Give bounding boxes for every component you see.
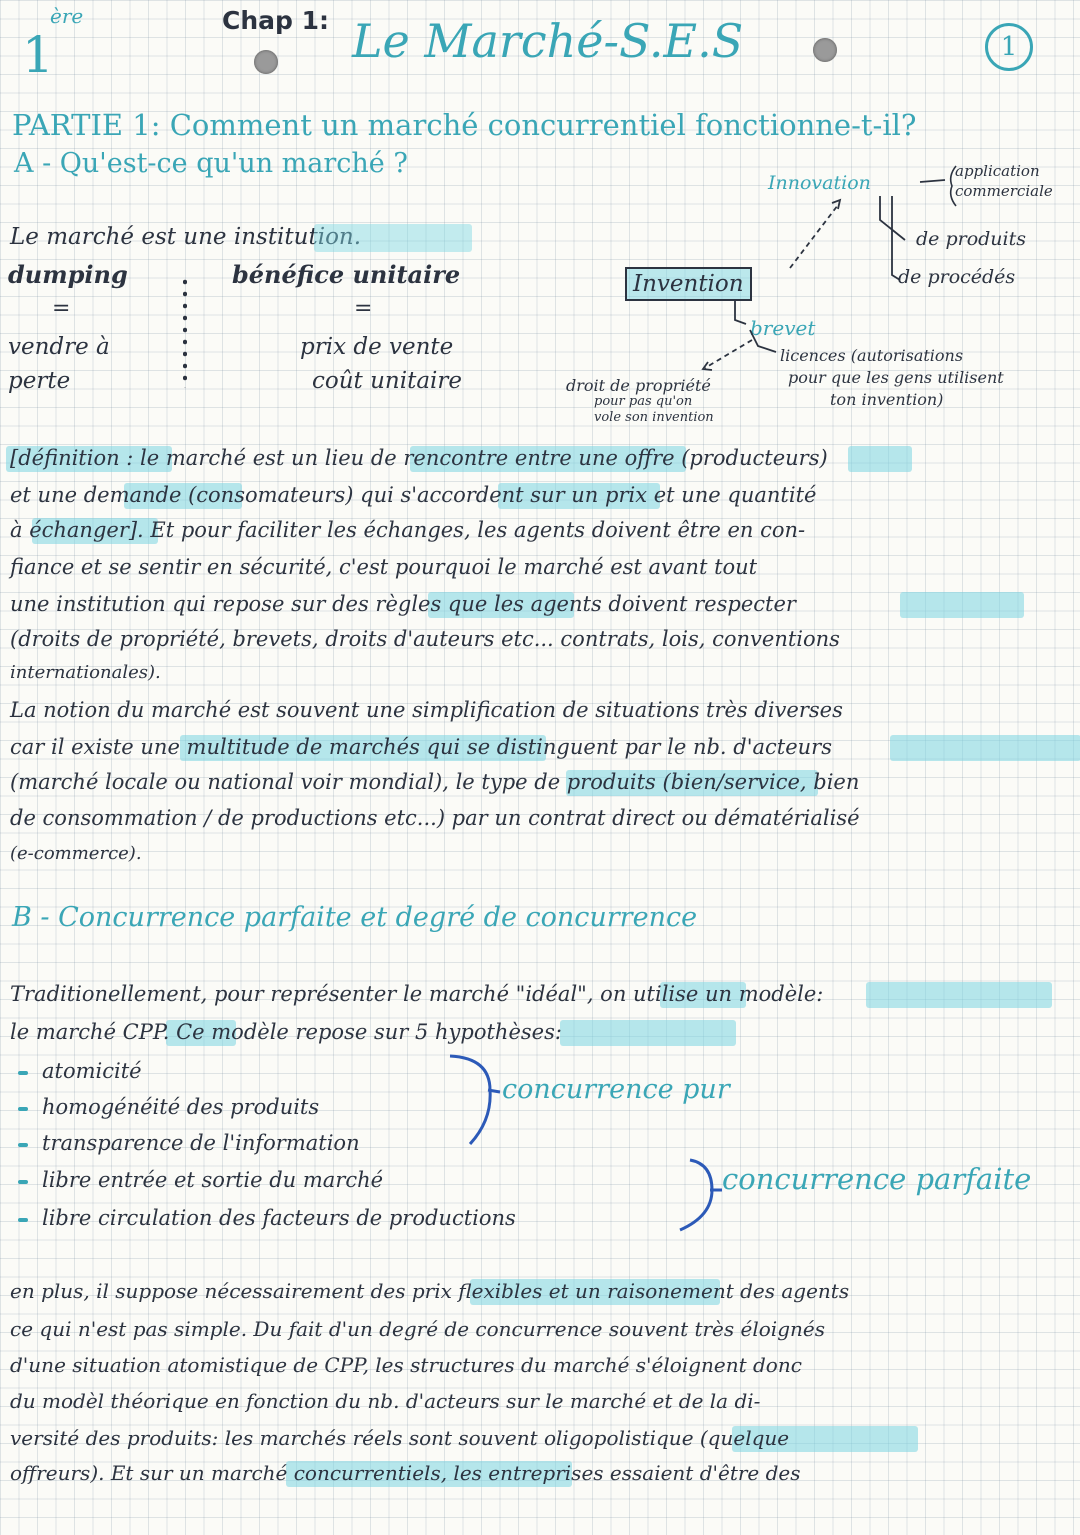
benefice-def-2: coût unitaire: [312, 368, 462, 394]
final-line-2: ce qui n'est pas simple. Du fait d'un degré de concurrence souvent très éloignés: [10, 1317, 825, 1341]
dumping-def-1: vendre à: [8, 334, 110, 360]
definition-line-5: une institution qui repose sur des règles que les agents doivent respecter: [10, 592, 796, 616]
invention-box: Invention: [625, 267, 752, 301]
brevet-label: brevet: [750, 316, 816, 340]
hypothesis-4: libre entrée et sortie du marché: [18, 1168, 383, 1192]
notion-line-2: car il existe une multitude de marchés qui se distinguent par le nb. d'acteurs: [10, 735, 832, 759]
licences-label-3: ton invention): [830, 390, 944, 409]
benefice-equal: =: [354, 296, 373, 321]
highlight-nb-acteurs: [890, 735, 1080, 761]
final-line-1: en plus, il suppose nécessairement des prix flexibles et un raisonement des agents: [10, 1279, 850, 1303]
sectionB-title: B - Concurrence parfaite et degré de concurrence: [12, 902, 698, 933]
benefice-label: bénéfice unitaire: [232, 260, 461, 289]
notion-line-4: de consommation / de productions etc...) par un contrat direct ou dématérialisé: [10, 806, 860, 830]
sectionA-title: A - Qu'est-ce qu'un marché ?: [14, 148, 408, 179]
droit-label-3: vole son invention: [594, 410, 714, 425]
concurrence-parfaite-label: concurrence parfaite: [722, 1162, 1032, 1196]
diagram-arrows: [0, 0, 1080, 440]
hypothesis-5: libre circulation des facteurs de productions: [18, 1206, 516, 1230]
hypothesis-1: atomicité: [18, 1059, 142, 1083]
final-line-6: offreurs). Et sur un marché concurrentiels, les entreprises essaient d'être des: [10, 1461, 801, 1485]
notion-line-3: (marché locale ou national voir mondial), le type de produits (bien/service, bien: [10, 770, 860, 794]
commerciale-label: commerciale: [955, 182, 1053, 200]
final-line-4: du modèl théorique en fonction du nb. d'acteurs sur le marché et de la di-: [10, 1389, 761, 1413]
grade: 1: [22, 26, 54, 84]
definition-line-4: fiance et se sentir en sécurité, c'est pourquoi le marché est avant tout: [10, 555, 758, 579]
definition-line-2: et une demande (consomateurs) qui s'accordent sur un prix et une quantité: [10, 483, 817, 507]
highlight-offre: [848, 446, 912, 472]
definition-line-6: (droits de propriété, brevets, droits d'auteurs etc... contrats, lois, conventions: [10, 627, 840, 651]
chapter-label: Chap 1:: [222, 6, 330, 35]
hypothesis-3: transparence de l'information: [18, 1131, 360, 1155]
application-label: application: [955, 162, 1040, 180]
dumping-label: dumping: [8, 260, 128, 289]
part1-title: PARTIE 1: Comment un marché concurrentiel fonctionne-t-il?: [12, 108, 917, 142]
intro-text: Le marché est une institution.: [10, 224, 362, 250]
de-procedes-label: de procédés: [898, 266, 1016, 288]
final-line-3: d'une situation atomistique de CPP, les structures du marché s'éloignent donc: [10, 1353, 802, 1377]
hypotheses-braces: [0, 1040, 1080, 1240]
highlight-modele: [866, 982, 1052, 1008]
notion-line-1: La notion du marché est souvent une simplification de situations très diverses: [10, 698, 843, 722]
droit-label-1: droit de propriété: [566, 376, 711, 395]
final-line-5: versité des produits: les marchés réels sont souvent oligopolistique (quelque: [10, 1426, 790, 1450]
highlight-respecter: [900, 592, 1024, 618]
dumping-def-2: perte: [8, 368, 71, 394]
page-number: 1: [985, 23, 1033, 71]
licences-label-2: pour que les gens utilisent: [788, 368, 1004, 387]
benefice-def-1: prix de vente: [300, 334, 454, 360]
definition-line-7: internationales).: [10, 662, 161, 683]
grade-superscript: ère: [50, 4, 84, 28]
innovation-label: Innovation: [768, 172, 871, 194]
dumping-equal: =: [52, 296, 71, 321]
definition-line-3: à échanger]. Et pour faciliter les échanges, les agents doivent être en con-: [10, 518, 806, 542]
licences-label-1: licences (autorisations: [780, 346, 964, 365]
de-produits-label: de produits: [916, 228, 1026, 250]
hypothesis-2: homogénéité des produits: [18, 1095, 319, 1119]
concurrence-pure-label: concurrence pur: [502, 1074, 730, 1105]
tradition-line-1: Traditionellement, pour représenter le marché "idéal", on utilise un modèle:: [10, 982, 824, 1006]
droit-label-2: pour pas qu'on: [594, 394, 693, 409]
tradition-line-2: le marché CPP. Ce modèle repose sur 5 hypothèses:: [10, 1020, 562, 1044]
page-title: Le Marché-S.E.S: [352, 14, 744, 68]
notion-line-5: (e-commerce).: [10, 843, 142, 864]
definition-line-1: [définition : le marché est un lieu de rencontre entre une offre (producteurs): [10, 446, 828, 470]
